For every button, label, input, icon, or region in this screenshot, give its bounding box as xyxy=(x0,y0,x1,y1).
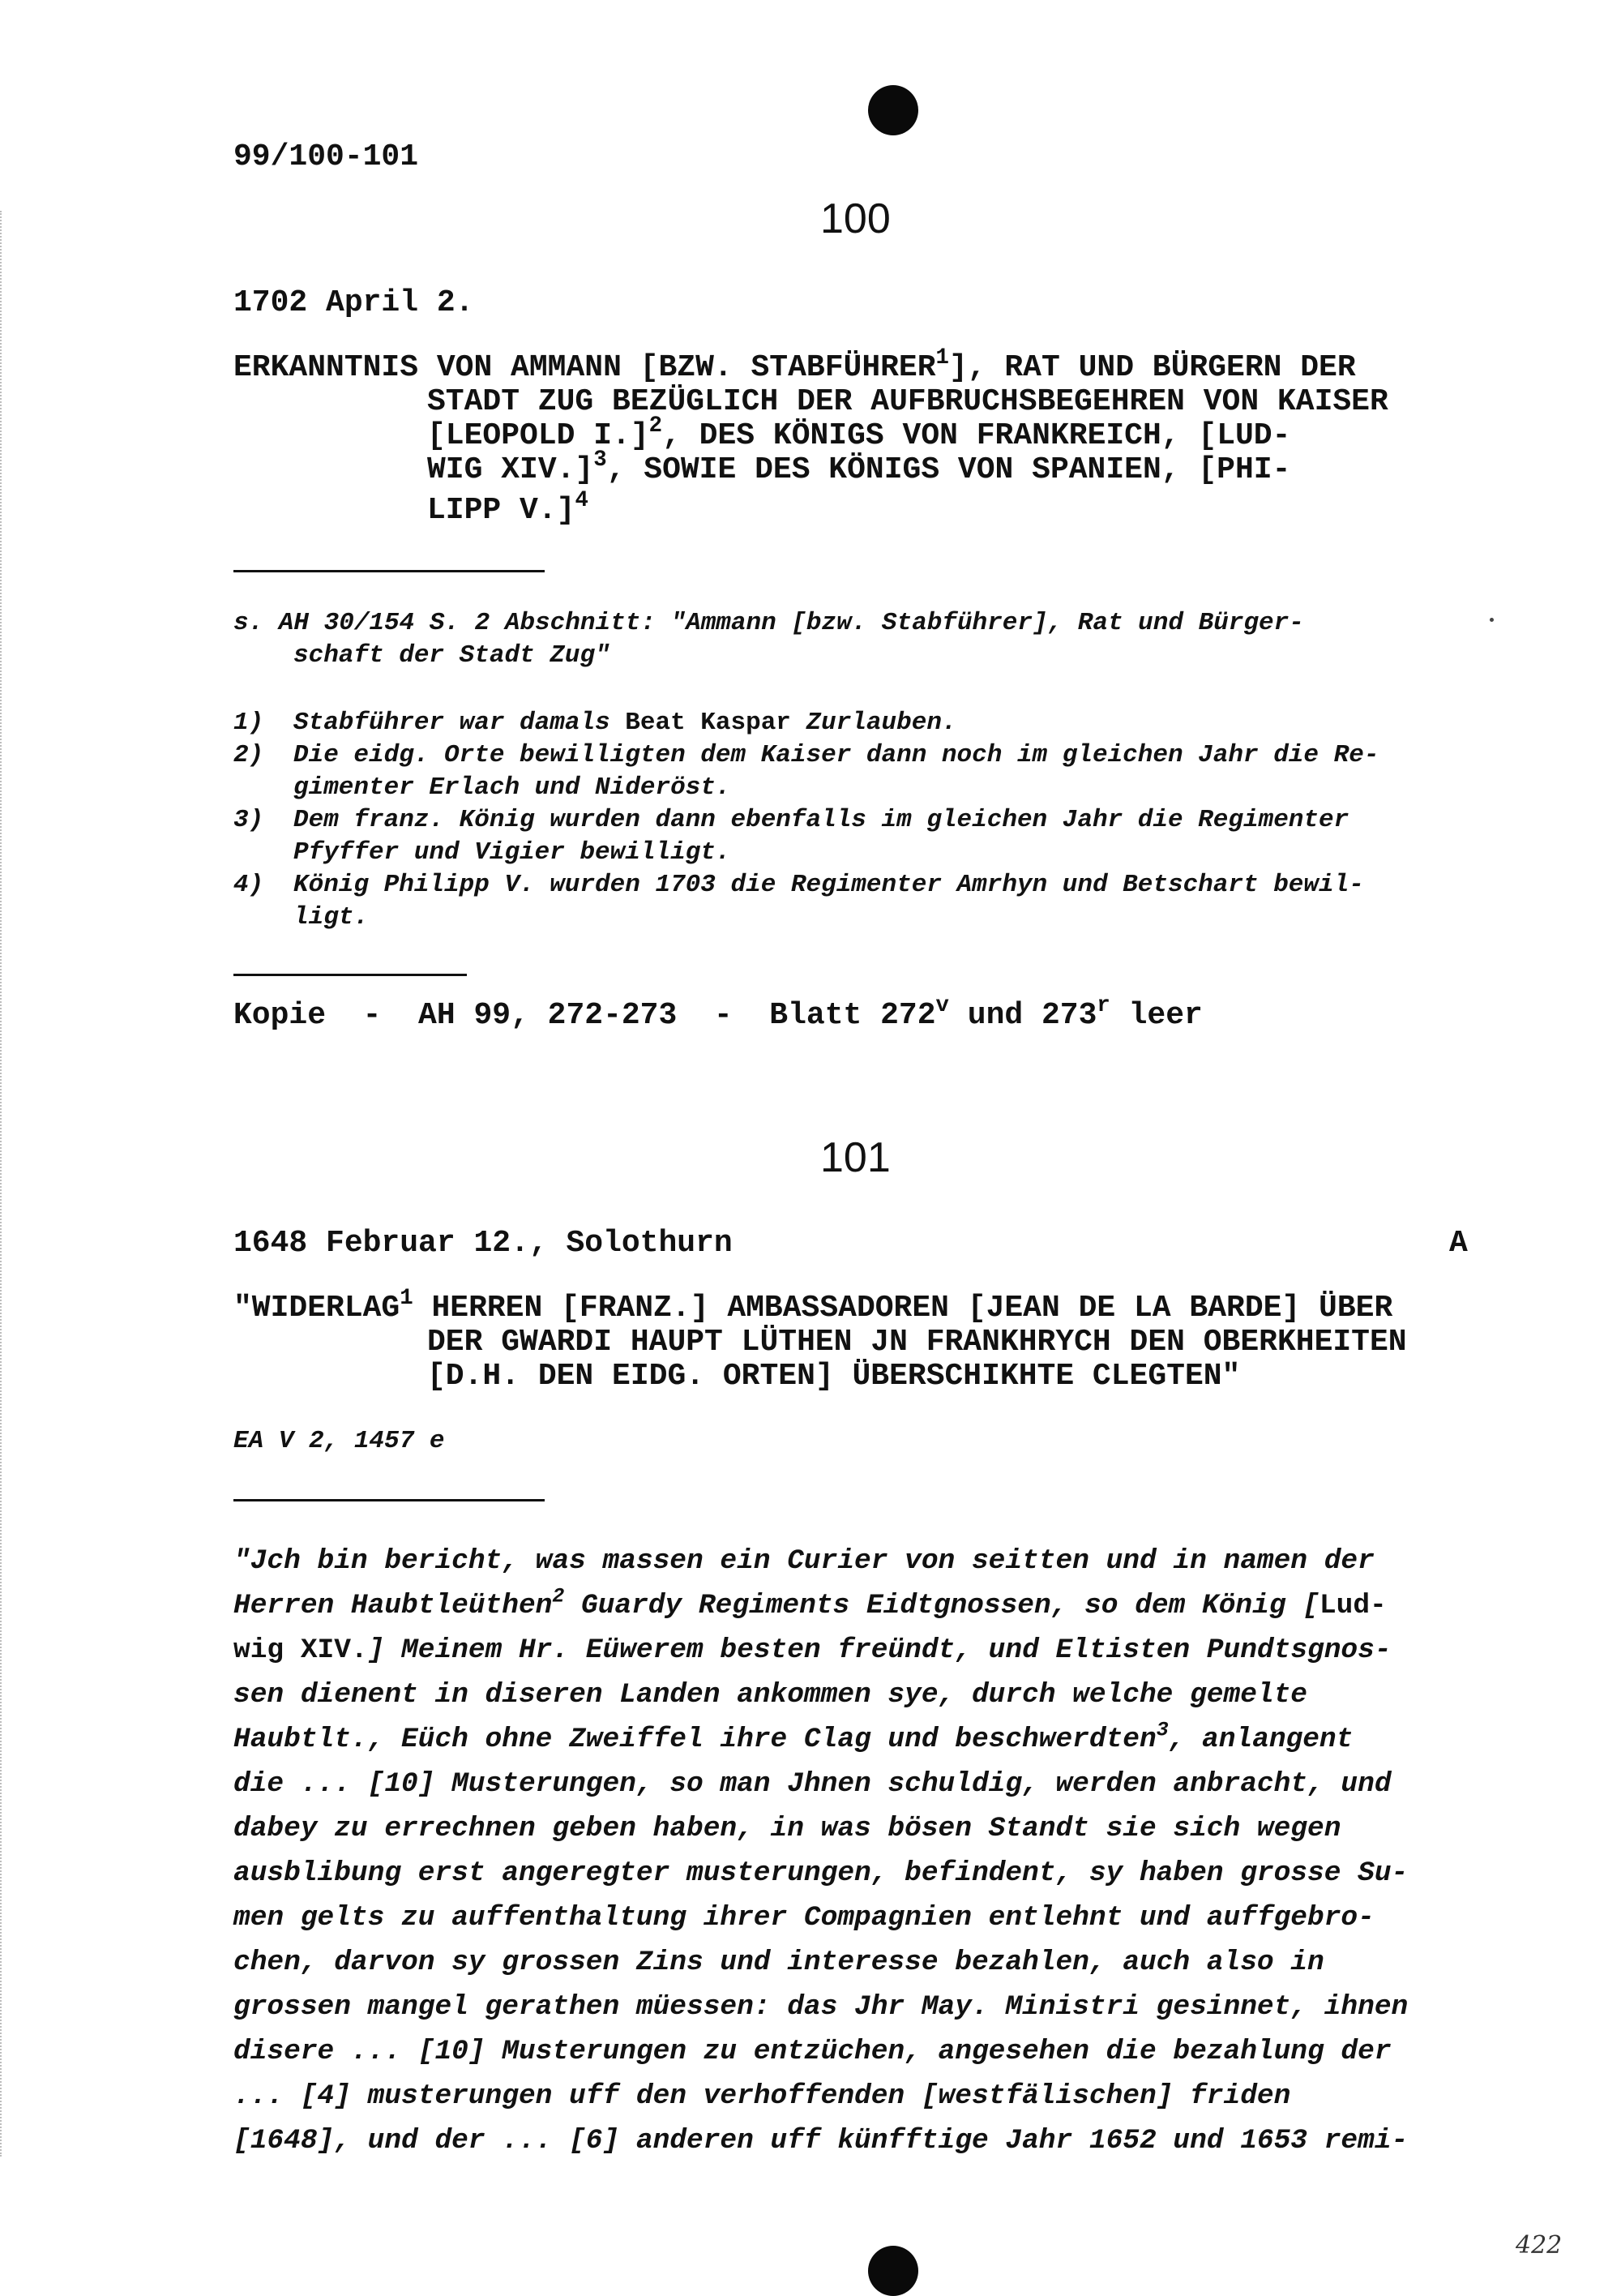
footnote-4-line-2: ligt. xyxy=(293,903,370,932)
title-101-line-1: "WIDERLAG$^1$ HERREN [FRANZ.] AMBASSADOREN [JEAN DE LA BARDE] ÜBER xyxy=(233,1285,1393,1326)
text-line: Herren Haubtleüthen$^2$ Guardy Regiments Eidtgnossen, so dem König [Lud- xyxy=(233,1585,1387,1621)
date-100: 1702 April 2. xyxy=(233,285,474,320)
text-line: men gelts zu auffenthaltung ihrer Compagnien entlehnt und auffgebro- xyxy=(233,1902,1375,1934)
copy-line: Kopie - AH 99, 272-273 - Blatt 272$^v$ und 273$^r$ leer xyxy=(233,992,1203,1033)
title-100-line-4: WIG XIV.]$^3$, SOWIE DES KÖNIGS VON SPANIEN, [PHI- xyxy=(427,447,1291,487)
title-101-line-3: [D.H. DEN EIDG. ORTEN] ÜBERSCHIKHTE CLEGTEN" xyxy=(427,1359,1241,1394)
document-number-101: 101 xyxy=(820,1134,891,1181)
title-100-line-1: ERKANNTNIS VON AMMANN [BZW. STABFÜHRER$^1$], RAT UND BÜRGERN DER xyxy=(233,345,1356,385)
title-100-line-2: STADT ZUG BEZÜGLICH DER AUFBRUCHSBEGEHREN VON KAISER xyxy=(427,384,1388,419)
speck xyxy=(1490,618,1494,622)
text-line: ausblibung erst angeregter musterungen, befindent, sy haben grosse Su- xyxy=(233,1857,1409,1889)
divider xyxy=(233,974,467,976)
footnote-number: 4) xyxy=(233,871,264,899)
footnote-number: 2) xyxy=(233,741,264,769)
text-line: Haubtlt., Eüch ohne Zweiffel ihre Clag und beschwerdten$^3$, anlangent xyxy=(233,1719,1354,1755)
footnote-4-line-1: König Philipp V. wurden 1703 die Regimenter Amrhyn und Betschart bewil- xyxy=(293,871,1364,899)
source-note-line-2: schaft der Stadt Zug" xyxy=(293,641,610,670)
footnote-3-line-2: Pfyffer und Vigier bewilligt. xyxy=(293,838,731,867)
date-101: 1648 Februar 12., Solothurn xyxy=(233,1226,733,1261)
text-line: chen, darvon sy grossen Zins und interesse bezahlen, auch also in xyxy=(233,1947,1324,1978)
source-101: EA V 2, 1457 e xyxy=(233,1427,445,1455)
divider xyxy=(233,570,545,572)
text-line: wig XIV.] Meinem Hr. Eüwerem besten freündt, und Eltisten Pundtsgnos- xyxy=(233,1634,1392,1666)
footnote-1: Stabführer war damals Beat Kaspar Zurlauben. xyxy=(293,709,957,737)
footnote-3-line-1: Dem franz. König wurden dann ebenfalls im gleichen Jahr die Regimenter xyxy=(293,806,1349,834)
text-line: grossen mangel gerathen müessen: das Jhr May. Ministri gesinnet, ihnen xyxy=(233,1991,1409,2023)
punch-hole-top xyxy=(868,85,918,135)
footnote-number: 3) xyxy=(233,806,264,834)
text-line: sen dienent in diseren Landen ankommen sye, durch welche gemelte xyxy=(233,1679,1308,1711)
source-note-line-1: s. AH 30/154 S. 2 Abschnitt: "Ammann [bzw. Stabführer], Rat und Bürger- xyxy=(233,609,1304,637)
title-100-line-5: LIPP V.]$^4$ xyxy=(427,487,588,528)
text-line: ... [4] musterungen uff den verhoffenden [westfälischen] friden xyxy=(233,2080,1291,2112)
page-reference: 99/100-101 xyxy=(233,139,419,174)
title-100-line-3: [LEOPOLD I.]$^2$, DES KÖNIGS VON FRANKREICH, [LUD- xyxy=(427,413,1291,453)
text-line: "Jch bin bericht, was massen ein Curier von seitten und in namen der xyxy=(233,1545,1375,1577)
text-line: disere ... [10] Musterungen zu entzüchen, angesehen die bezahlung der xyxy=(233,2036,1392,2067)
text-line: dabey zu errechnen geben haben, in was bösen Standt sie sich wegen xyxy=(233,1813,1341,1844)
title-101-line-2: DER GWARDI HAUPT LÜTHEN JN FRANKHRYCH DEN OBERKHEITEN xyxy=(427,1325,1407,1360)
footnote-number: 1) xyxy=(233,709,264,737)
punch-hole-bottom xyxy=(868,2246,918,2296)
footnote-2-line-1: Die eidg. Orte bewilligten dem Kaiser dann noch im gleichen Jahr die Re- xyxy=(293,741,1379,769)
folio-number: 422 xyxy=(1516,2231,1563,2260)
version-marker: A xyxy=(1449,1226,1468,1261)
scan-edge-marks xyxy=(0,211,11,2157)
divider xyxy=(233,1499,545,1501)
document-number-100: 100 xyxy=(820,195,891,242)
text-line: die ... [10] Musterungen, so man Jhnen schuldig, werden anbracht, und xyxy=(233,1768,1392,1800)
text-line: [1648], und der ... [6] anderen uff künfftige Jahr 1652 und 1653 remi- xyxy=(233,2125,1409,2157)
footnote-2-line-2: gimenter Erlach und Nideröst. xyxy=(293,773,731,802)
